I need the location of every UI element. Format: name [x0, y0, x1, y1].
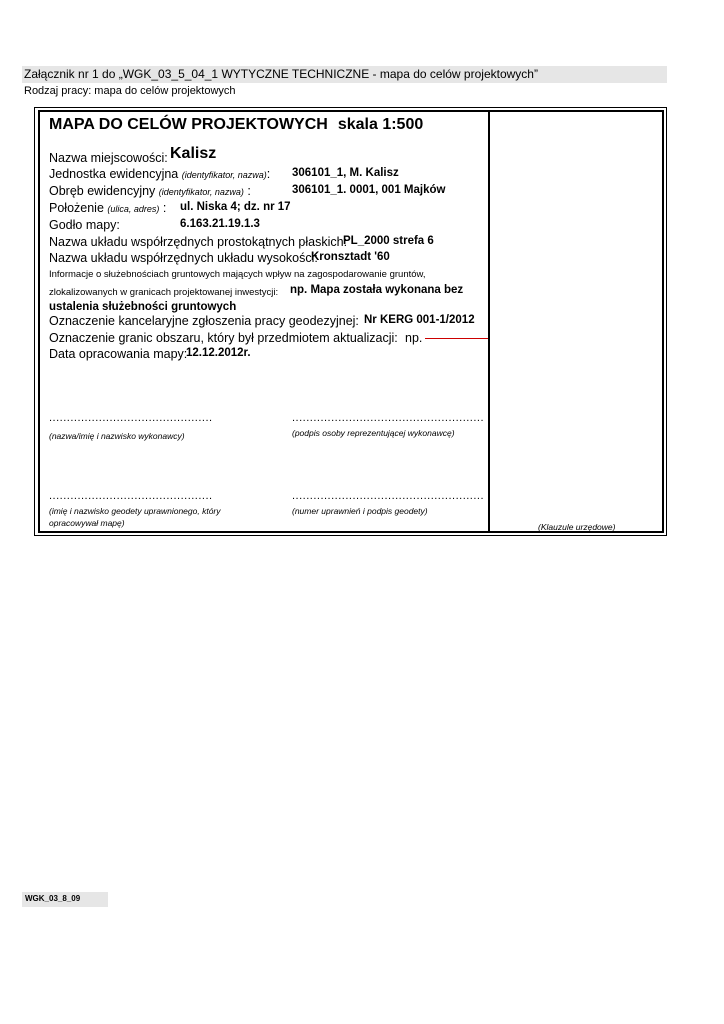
easement-label-line2: zlokalizowanych w granicach projektowanej inwestycji:	[49, 287, 279, 298]
map-title: MAPA DO CELÓW PROJEKTOWYCH	[49, 116, 328, 133]
precinct-label: Obręb ewidencyjny	[49, 184, 156, 198]
location-colon: :	[162, 201, 167, 215]
location-row	[49, 201, 166, 215]
location-label: Położenie	[49, 201, 104, 215]
map-scale: skala 1:500	[337, 116, 424, 133]
representative-caption: (podpis osoby reprezentującej wykonawcę)	[292, 428, 455, 438]
unit-colon: :	[266, 167, 271, 181]
easement-value: np. Mapa została wykonana bez	[290, 284, 464, 296]
boundary-label: Oznaczenie granic obszaru, który był przedmiotem aktualizacji:	[49, 331, 398, 345]
easement-value-line2: ustalenia służebności gruntowych	[49, 301, 237, 313]
precinct-row	[49, 184, 251, 198]
date-value: 12.12.2012r.	[186, 347, 251, 359]
height-label: Nazwa układu współrzędnych układu wysokości:	[49, 251, 318, 265]
license-signature-line: ......................................................	[292, 490, 485, 502]
godlo-value: 6.163.21.19.1.3	[180, 218, 260, 230]
work-type: Rodzaj pracy: mapa do celów projektowych	[24, 85, 236, 97]
clauses-divider	[488, 110, 490, 533]
precinct-value: 306101_1. 0001, 001 Majków	[292, 184, 446, 196]
contractor-signature-line: ..............................................	[49, 412, 213, 424]
footer-code: WGK_03_8_09	[25, 894, 81, 903]
locality-value: Kalisz	[170, 145, 217, 162]
license-caption: (numer uprawnień i podpis geodety)	[292, 506, 428, 516]
attachment-title: Załącznik nr 1 do „WGK_03_5_04_1 WYTYCZNE TECHNICZNE - mapa do celów projektowych”	[24, 67, 538, 81]
boundary-marker-line	[425, 338, 488, 339]
location-note: (ulica, adres)	[107, 204, 160, 214]
location-value: ul. Niska 4; dz. nr 17	[180, 201, 291, 213]
form-title	[49, 116, 423, 134]
precinct-note: (identyfikator, nazwa)	[158, 187, 244, 197]
boundary-value: np.	[405, 331, 423, 345]
coord-value: PL_2000 strefa 6	[343, 235, 434, 247]
unit-value: 306101_1, M. Kalisz	[292, 167, 399, 179]
unit-note: (identyfikator, nazwa)	[181, 170, 267, 180]
contractor-caption: (nazwa/imię i nazwisko wykonawcy)	[49, 431, 185, 441]
office-value: Nr KERG 001-1/2012	[364, 314, 475, 326]
surveyor-caption-line1: (imię i nazwisko geodety uprawnionego, który	[49, 506, 221, 516]
unit-label: Jednostka ewidencyjna	[49, 167, 179, 181]
coord-label: Nazwa układu współrzędnych prostokątnych płaskich:	[49, 235, 348, 249]
official-clauses-caption: (Klauzule urzędowe)	[538, 522, 616, 532]
representative-signature-line: ......................................................	[292, 412, 485, 424]
height-value: Kronsztadt '60	[311, 251, 390, 263]
locality-label: Nazwa miejscowości:	[49, 151, 168, 165]
office-label: Oznaczenie kancelaryjne zgłoszenia pracy geodezyjnej:	[49, 314, 359, 328]
unit-row	[49, 167, 270, 181]
surveyor-signature-line: ..............................................	[49, 490, 213, 502]
easement-label-line1: Informacje o służebnościach gruntowych mających wpływ na zagospodarowanie gruntów,	[49, 269, 426, 280]
surveyor-caption-line2: opracowywał mapę)	[49, 518, 125, 528]
date-label: Data opracowania mapy:	[49, 347, 188, 361]
precinct-colon: :	[247, 184, 251, 198]
godlo-label: Godło mapy:	[49, 218, 120, 232]
